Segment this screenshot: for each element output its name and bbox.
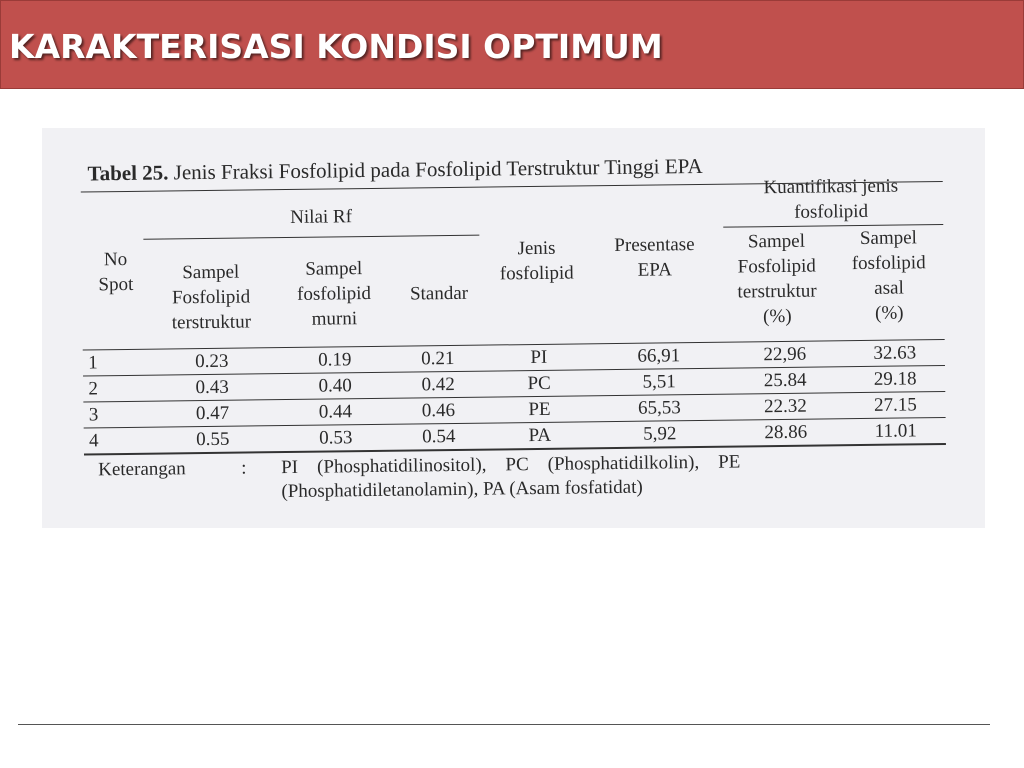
cell-standar: 0.42 xyxy=(421,373,455,396)
cell-kuant-asal: 27.15 xyxy=(873,394,917,416)
note-colon: : xyxy=(241,457,247,479)
header-sampel-terstruktur: Sampel Fosfolipid terstruktur xyxy=(171,261,252,334)
cell-epa: 66,91 xyxy=(637,345,681,367)
cell-jenis: PC xyxy=(527,372,551,395)
header-sampel-murni: Sampel fosfolipid murni xyxy=(296,258,372,330)
cell-epa: 65,53 xyxy=(637,397,681,419)
header-kuant-asal: Sampel fosfolipid asal (%) xyxy=(851,227,926,324)
cell-kuant-terstruktur: 25.84 xyxy=(763,369,807,392)
table-caption xyxy=(87,154,702,187)
cell-rf-terstruktur: 0.47 xyxy=(195,402,230,425)
cell-standar: 0.54 xyxy=(422,425,456,448)
header-no-spot: No Spot xyxy=(98,248,134,296)
cell-rf-murni: 0.40 xyxy=(318,375,352,397)
cell-rf-murni: 0.44 xyxy=(318,401,353,423)
cell-no: 2 xyxy=(88,378,99,400)
cell-kuant-terstruktur: 28.86 xyxy=(764,421,808,444)
cell-no: 4 xyxy=(88,430,99,452)
cell-kuant-terstruktur: 22.32 xyxy=(763,395,807,418)
cell-kuant-asal: 29.18 xyxy=(873,368,917,390)
scanned-table-image xyxy=(42,128,985,528)
header-kuantifikasi: Kuantifikasi jenis fosfolipid xyxy=(763,175,899,223)
cell-no: 3 xyxy=(88,404,99,426)
cell-rf-terstruktur: 0.55 xyxy=(196,428,230,451)
slide-title: KARAKTERISASI KONDISI OPTIMUM xyxy=(9,27,663,66)
header-nilai-rf: Nilai Rf xyxy=(290,206,353,228)
cell-no: 1 xyxy=(87,352,98,374)
cell-kuant-asal: 11.01 xyxy=(874,420,917,442)
header-presentase-epa: Presentase EPA xyxy=(614,234,695,281)
cell-rf-terstruktur: 0.23 xyxy=(195,350,229,373)
cell-standar: 0.21 xyxy=(421,347,455,370)
header-jenis-fosfolipid: Jenis fosfolipid xyxy=(499,237,574,285)
caption-label: Tabel 25. xyxy=(87,160,169,186)
scanned-table xyxy=(42,128,985,528)
cell-rf-murni: 0.53 xyxy=(319,427,353,449)
cell-epa: 5,92 xyxy=(643,423,677,445)
header-standar: Standar xyxy=(409,282,469,305)
header-kuant-terstruktur: Sampel Fosfolipid terstruktur (%) xyxy=(737,230,817,328)
cell-jenis: PE xyxy=(528,398,551,421)
cell-rf-terstruktur: 0.43 xyxy=(195,376,229,399)
title-bar xyxy=(0,0,1024,89)
cell-kuant-asal: 32.63 xyxy=(873,342,917,364)
cell-jenis: PI xyxy=(530,346,548,369)
caption-text: Jenis Fraksi Fosfolipid pada Fosfolipid Terstruktur Tinggi EPA xyxy=(173,153,703,185)
cell-kuant-terstruktur: 22,96 xyxy=(763,343,807,366)
note-line-1: PI (Phosphatidilinositol), PC (Phosphatidilkolin), PE xyxy=(281,451,741,479)
rule-nilai-rf xyxy=(143,235,479,240)
note-label: Keterangan xyxy=(98,458,186,481)
cell-standar: 0.46 xyxy=(421,399,456,422)
footer-divider xyxy=(18,724,990,725)
note-line-2: (Phosphatidiletanolamin), PA (Asam fosfatidat) xyxy=(281,476,643,503)
cell-epa: 5,51 xyxy=(642,371,676,393)
cell-rf-murni: 0.19 xyxy=(318,349,352,371)
cell-jenis: PA xyxy=(528,424,552,447)
